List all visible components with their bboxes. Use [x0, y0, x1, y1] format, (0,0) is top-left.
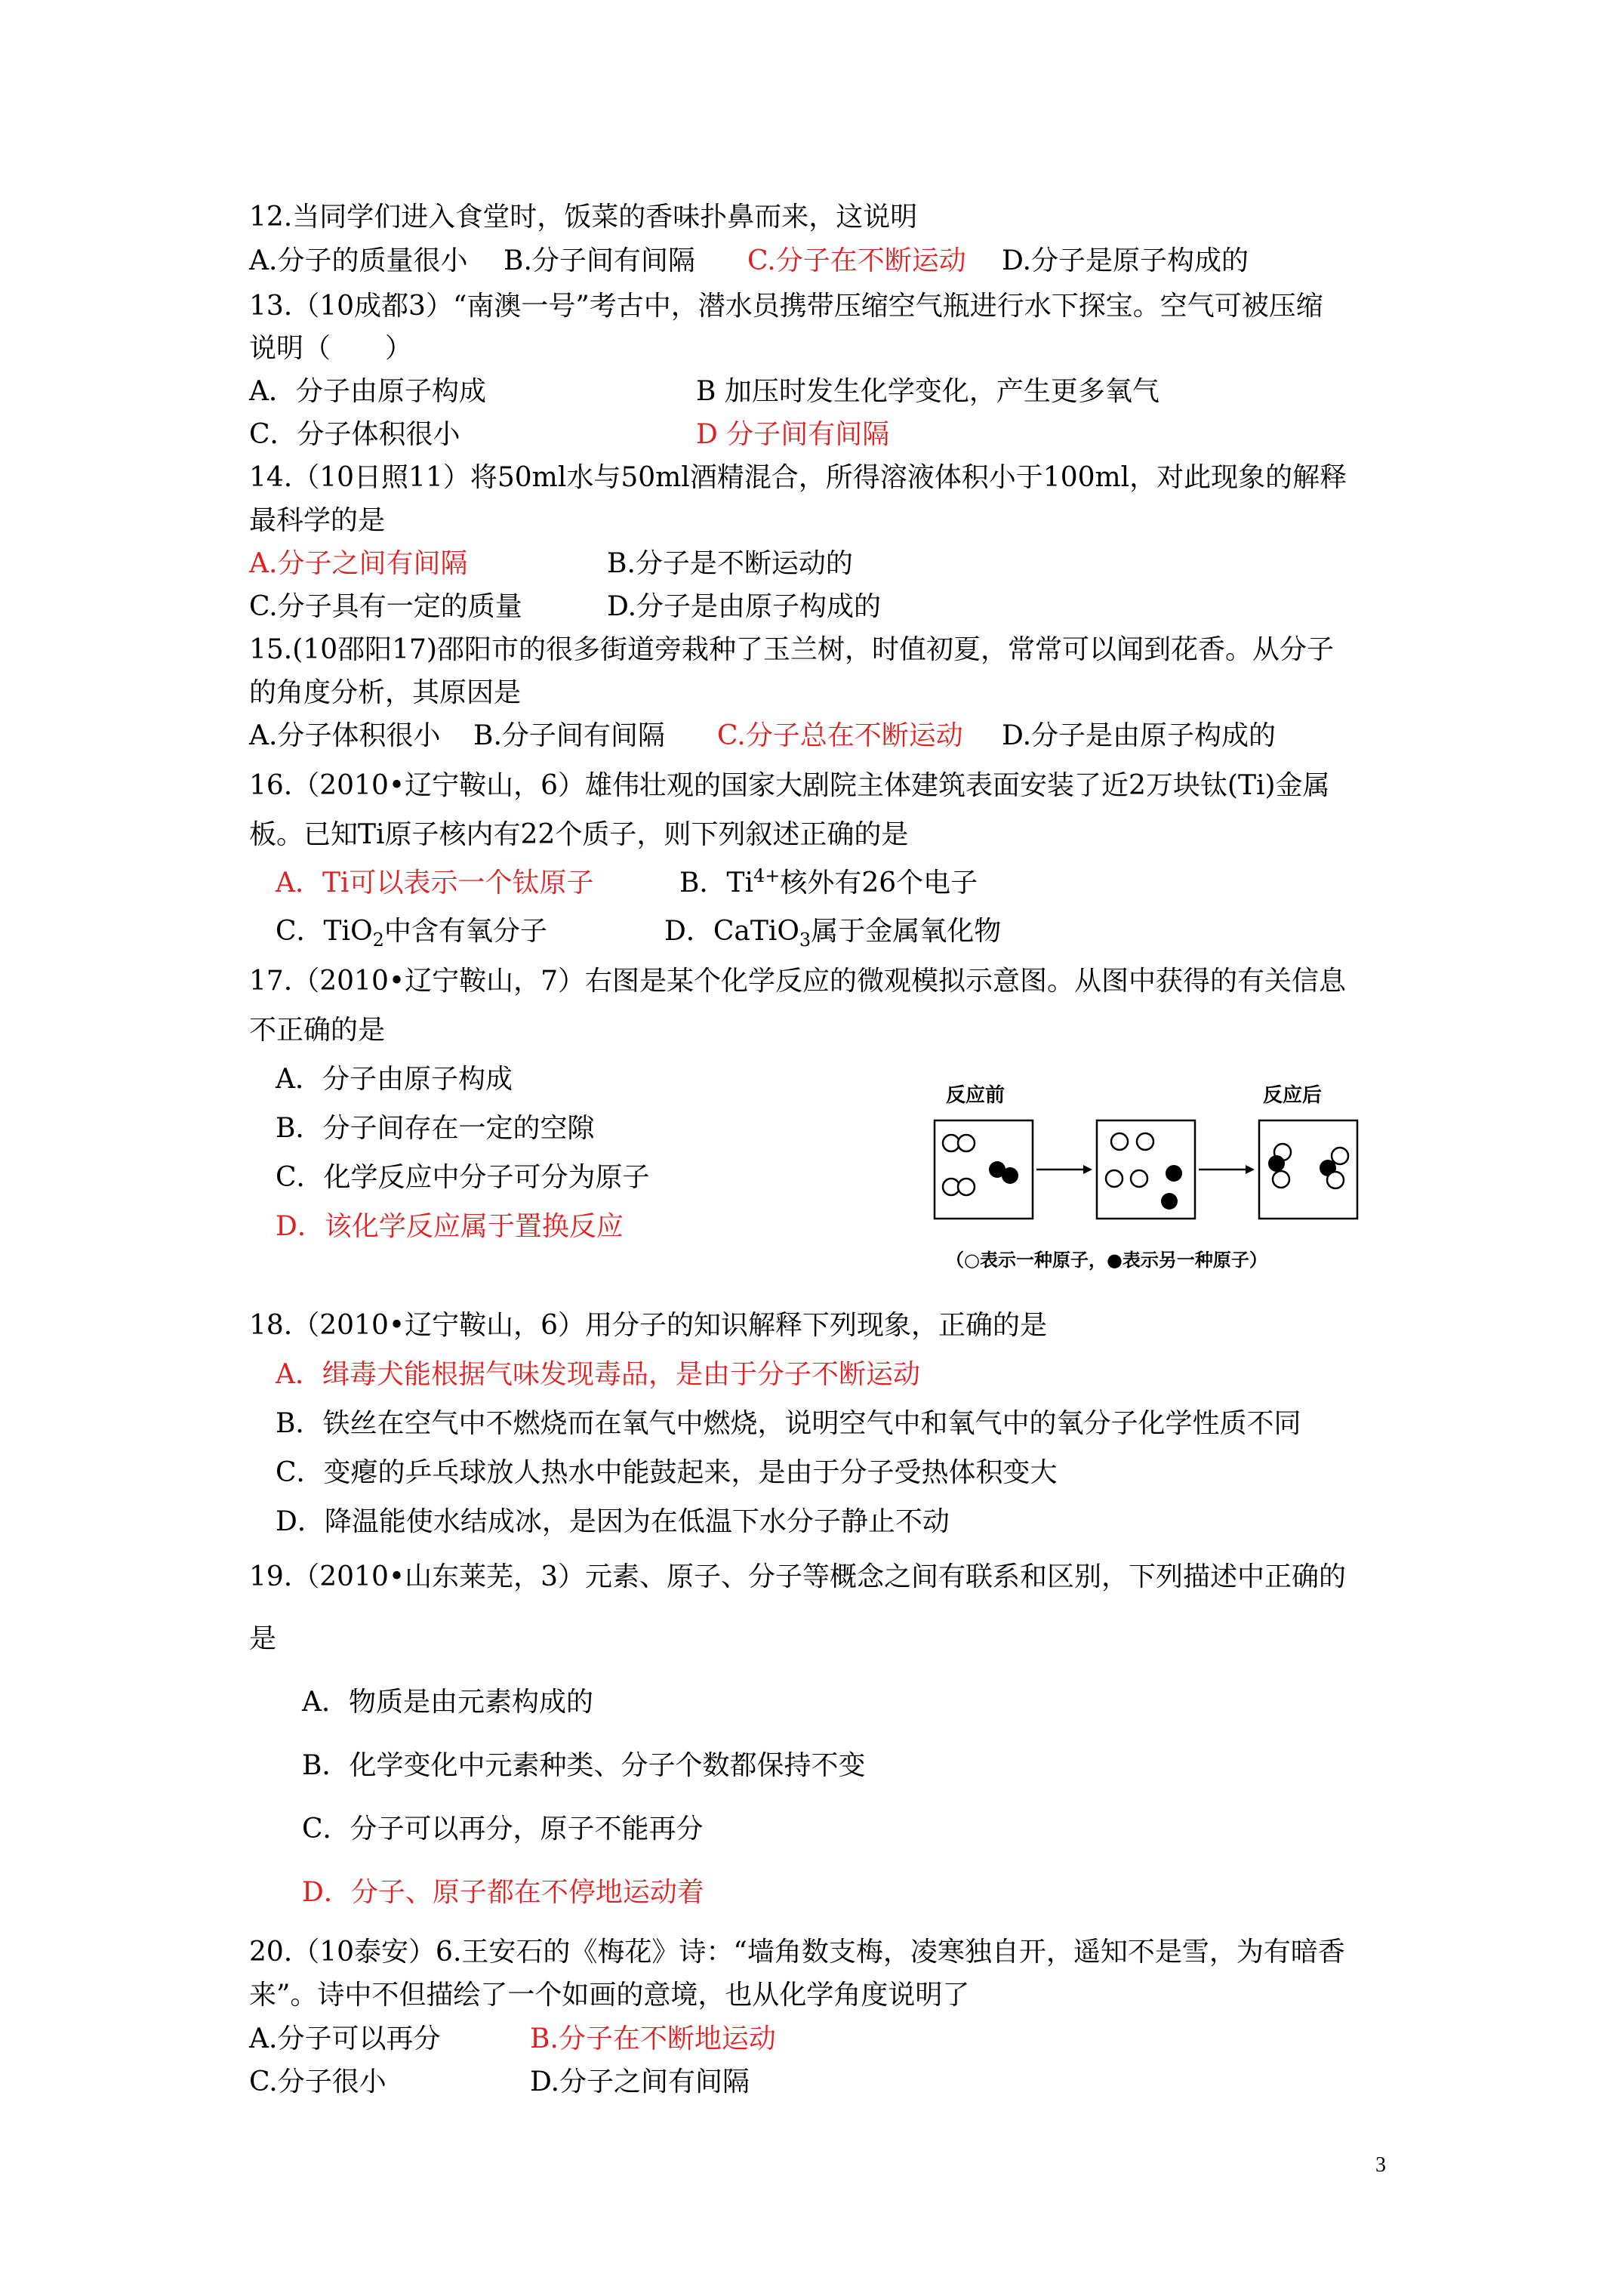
q16-option-d-subscript: 3 — [799, 929, 812, 951]
q17-option-b: B．分子间存在一定的空隙 — [276, 1113, 595, 1144]
q20-options-row2 — [249, 2065, 1381, 2100]
q15-option-c-answer: C.分子总在不断运动 — [717, 720, 963, 751]
q14-option-c: C.分子具有一定的质量 — [249, 591, 522, 622]
q19-option-a: A．物质是由元素构成的 — [302, 1687, 593, 1718]
white-atom — [1106, 1170, 1123, 1187]
black-atom — [1166, 1165, 1182, 1182]
q20-options-row1 — [249, 2022, 1381, 2057]
q19-option-d-answer: D．分子、原子都在不停地运动着 — [302, 1877, 704, 1908]
q17-stem-line2: 不正确的是 — [249, 1015, 386, 1046]
q20-option-d: D.分子之间有间隔 — [530, 2066, 750, 2097]
arrow-1-head — [1083, 1165, 1092, 1174]
black-atom — [1002, 1167, 1018, 1184]
q16-option-a-answer: A．Ti可以表示一个钛原子 — [276, 868, 594, 898]
q20-option-b-answer: B.分子在不断地运动 — [530, 2023, 776, 2054]
q16-option-d — [664, 914, 1001, 949]
q18-option-d: D．降温能使水结成冰，是因为在低温下水分子静止不动 — [276, 1506, 950, 1537]
q16-option-b — [679, 866, 978, 901]
white-atom — [958, 1135, 975, 1151]
before-molecules — [943, 1135, 1018, 1195]
q18-option-b: B．铁丝在空气中不燃烧而在氧气中燃烧，说明空气中和氧气中的氧分子化学性质不同 — [276, 1408, 1301, 1439]
q16-option-b-text: B．Ti — [679, 868, 753, 898]
black-atom — [1268, 1155, 1285, 1172]
q13-stem-line1: 13.（10成都3）“南澳一号”考古中，潜水员携带压缩空气瓶进行水下探宝。空气可被压缩 — [249, 291, 1323, 322]
page-number: 3 — [1375, 2153, 1386, 2177]
q13-stem-line2: 说明（ ） — [249, 333, 413, 364]
arrow-2-head — [1246, 1165, 1255, 1174]
white-atom — [1327, 1172, 1344, 1188]
q15-option-d: D.分子是由原子构成的 — [1002, 720, 1277, 751]
q14-stem-line2: 最科学的是 — [249, 505, 386, 536]
q16-option-c-tail: 中含有氧分子 — [383, 916, 547, 947]
after-molecules — [1268, 1144, 1348, 1188]
q19-option-c: C．分子可以再分，原子不能再分 — [302, 1814, 704, 1845]
q20-stem-line1: 20.（10泰安）6.王安石的《梅花》诗：“墙角数支梅，凌寒独自开，遥知不是雪，为有暗香 — [249, 1937, 1345, 1968]
q15-stem-line1: 15.(10邵阳17)邵阳市的很多街道旁栽种了玉兰树，时值初夏，常常可以闻到花香。从分子 — [249, 634, 1334, 665]
q14-option-b: B.分子是不断运动的 — [607, 548, 853, 579]
q15-option-a: A.分子体积很小 — [249, 720, 441, 751]
q13-options-row2 — [249, 418, 1381, 452]
q17-option-d-answer: D．该化学反应属于置换反应 — [276, 1211, 624, 1242]
white-atom — [943, 1179, 959, 1195]
q12-option-d: D.分子是原子构成的 — [1002, 245, 1249, 276]
q16-stem-line2: 板。已知Ti原子核内有22个质子，则下列叙述正确的是 — [249, 819, 909, 850]
q18-option-a-answer: A．缉毒犬能根据气味发现毒品，是由于分子不断运动 — [276, 1359, 920, 1390]
reaction-diagram — [931, 1077, 1399, 1281]
q16-option-d-text: D．CaTiO — [664, 916, 799, 947]
q14-option-d: D.分子是由原子构成的 — [607, 591, 882, 622]
black-atom — [1161, 1193, 1178, 1210]
white-atom — [1137, 1133, 1153, 1150]
q19-stem-line1: 19.（2010•山东莱芜，3）元素、原子、分子等概念之间有联系和区别，下列描述中正确的 — [249, 1561, 1347, 1592]
q16-stem-line1: 16.（2010•辽宁鞍山，6）雄伟壮观的国家大剧院主体建筑表面安装了近2万块钛(Ti)金属 — [249, 770, 1330, 801]
q16-option-c-subscript: 2 — [372, 929, 384, 951]
q14-options-row1 — [249, 547, 1381, 581]
q13-option-b: B 加压时发生化学变化，产生更多氧气 — [696, 376, 1160, 407]
q14-option-a-answer: A.分子之间有间隔 — [249, 548, 468, 579]
white-atom — [1273, 1171, 1289, 1188]
white-atom — [958, 1179, 975, 1195]
q17-option-a: A．分子由原子构成 — [276, 1064, 513, 1095]
white-atom — [1111, 1133, 1128, 1150]
q12-option-c-answer: C.分子在不断运动 — [747, 245, 966, 276]
q16-option-c-text: C．TiO — [276, 916, 373, 947]
q12-stem: 12.当同学们进入食堂时，饭菜的香味扑鼻而来，这说明 — [249, 202, 918, 233]
q15-stem-line2: 的角度分析，其原因是 — [249, 677, 522, 708]
q12-option-a: A.分子的质量很小 — [249, 245, 468, 276]
q19-option-b: B．化学变化中元素种类、分子个数都保持不变 — [302, 1750, 866, 1781]
q19-stem-line2: 是 — [249, 1623, 277, 1654]
diagram-legend: （○表示一种原子，●表示另一种原子） — [946, 1250, 1267, 1271]
white-atom — [1332, 1148, 1348, 1164]
q16-options-row2 — [276, 914, 1408, 949]
q12-option-b: B.分子间有间隔 — [504, 245, 695, 276]
diagram-before-label: 反应前 — [946, 1084, 1006, 1107]
q15-options — [249, 719, 1381, 754]
q16-option-b-charge: 4+ — [753, 865, 781, 886]
q13-option-c: C．分子体积很小 — [249, 419, 460, 450]
q13-option-d-answer: D 分子间有间隔 — [696, 419, 890, 450]
q16-options-row1 — [276, 866, 1408, 901]
q20-stem-line2: 来”。诗中不但描绘了一个如画的意境，也从化学角度说明了 — [249, 1980, 970, 2011]
white-atom — [943, 1135, 959, 1151]
q20-option-c: C.分子很小 — [249, 2066, 387, 2097]
q18-option-c: C．变瘪的乒乓球放人热水中能鼓起来，是由于分子受热体积变大 — [276, 1457, 1058, 1488]
q17-option-c: C．化学反应中分子可分为原子 — [276, 1162, 650, 1193]
q16-option-d-tail: 属于金属氧化物 — [811, 916, 1002, 947]
q20-option-a: A.分子可以再分 — [249, 2023, 441, 2054]
q12-options — [249, 244, 1381, 279]
white-atom — [1131, 1170, 1147, 1187]
q16-option-c — [276, 914, 547, 949]
q17-stem-line1: 17.（2010•辽宁鞍山，7）右图是某个化学反应的微观模拟示意图。从图中获得的有关信息 — [249, 966, 1347, 997]
diagram-after-label: 反应后 — [1263, 1084, 1323, 1107]
q14-stem-line1: 14.（10日照11）将50ml水与50ml酒精混合，所得溶液体积小于100ml，对此现象的解释 — [249, 462, 1347, 493]
q14-options-row2 — [249, 590, 1381, 624]
q18-stem: 18.（2010•辽宁鞍山，6）用分子的知识解释下列现象，正确的是 — [249, 1310, 1048, 1341]
q13-options-row1 — [249, 374, 1381, 409]
middle-atoms — [1106, 1133, 1182, 1210]
q15-option-b: B.分子间有间隔 — [473, 720, 665, 751]
q16-option-b-tail: 核外有26个电子 — [780, 868, 978, 898]
q13-option-a: A．分子由原子构成 — [249, 376, 486, 407]
